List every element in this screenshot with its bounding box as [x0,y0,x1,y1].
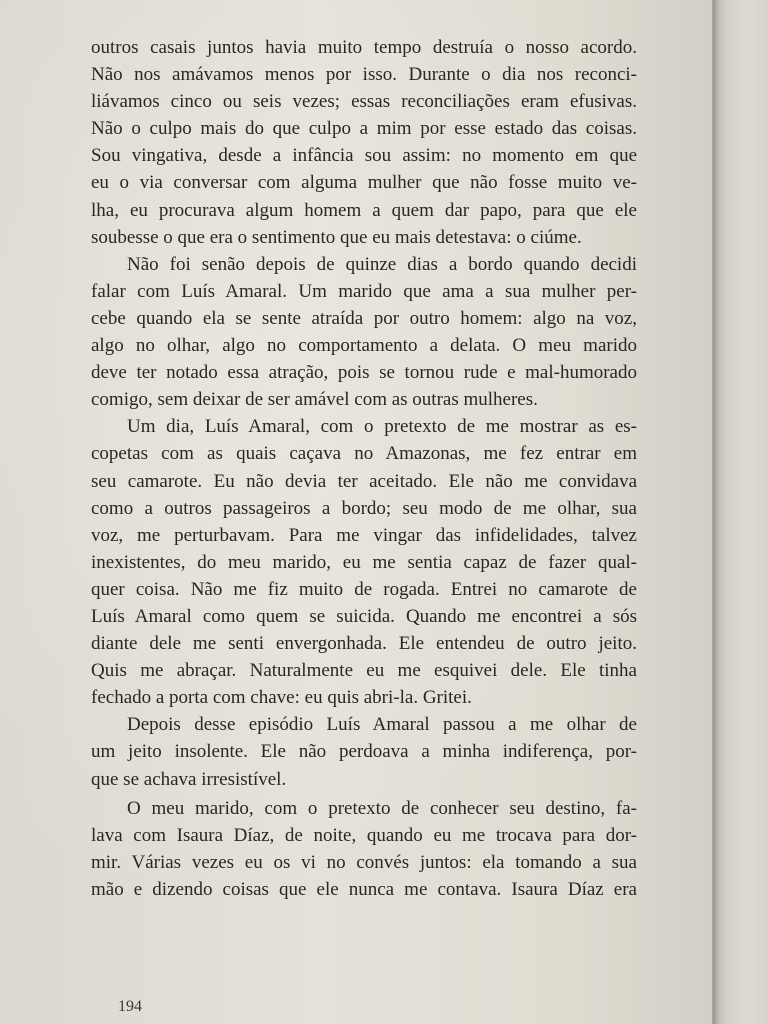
text-line: que se achava irresistível. [91,768,287,790]
text-line: como a outros passageiros a bordo; seu modo de me olhar, sua [91,497,637,519]
text-line: comigo, sem deixar de ser amável com as outras mulheres. [91,389,538,411]
text-line: copetas com as quais caçava no Amazonas, me fez entrar em [91,443,637,465]
body-text [91,34,637,903]
text-line: eu o via conversar com alguma mulher que não fosse muito ve- [91,172,637,194]
text-line: quer coisa. Não me fiz muito de rogada. Entrei no camarote de [91,578,637,600]
text-line: Não o culpo mais do que culpo a mim por esse estado das coisas. [91,118,637,140]
text-line: algo no olhar, algo no comportamento a delata. O meu marido [91,335,637,357]
text-line: soubesse o que era o sentimento que eu mais detestava: o ciúme. [91,226,582,248]
text-line: mir. Várias vezes eu os vi no convés juntos: ela tomando a sua [91,851,637,873]
text-line: inexistentes, do meu marido, eu me sentia capaz de fazer qual- [91,551,637,573]
text-line: Quis me abraçar. Naturalmente eu me esquivei dele. Ele tinha [91,660,637,682]
text-line: Depois desse episódio Luís Amaral passou a me olhar de [127,714,637,736]
text-line: Não foi senão depois de quinze dias a bordo quando decidi [127,253,637,275]
text-line: outros casais juntos havia muito tempo destruía o nosso acordo. [91,37,637,58]
page-gutter-shadow [713,0,719,1024]
text-line: cebe quando ela se sente atraída por outro homem: algo na voz, [91,307,637,329]
text-line: Um dia, Luís Amaral, com o pretexto de me mostrar as es- [127,416,637,438]
text-line: seu camarote. Eu não devia ter aceitado. Ele não me convidava [91,470,637,492]
text-line: fechado a porta com chave: eu quis abri-la. Gritei. [91,687,472,709]
text-line: deve ter notado essa atração, pois se tornou rude e mal-humorado [91,362,637,384]
book-page-right-edge [712,0,768,1024]
text-line: liávamos cinco ou seis vezes; essas reconciliações eram efusivas. [91,91,637,113]
text-line: um jeito insolente. Ele não perdoava a minha indiferença, por- [91,741,637,763]
text-line: falar com Luís Amaral. Um marido que ama a sua mulher per- [91,280,637,302]
text-line: diante dele me senti envergonhada. Ele entendeu de outro jeito. [91,633,637,655]
text-line: mão e dizendo coisas que ele nunca me contava. Isaura Díaz era [91,878,637,900]
text-line: Não nos amávamos menos por isso. Durante o dia nos reconci- [91,64,637,86]
text-line: Luís Amaral como quem se suicida. Quando me encontrei a sós [91,605,637,627]
text-line: lava com Isaura Díaz, de noite, quando eu me trocava para dor- [91,824,637,846]
text-line: Sou vingativa, desde a infância sou assim: no momento em que [91,145,637,167]
text-line: lha, eu procurava algum homem a quem dar papo, para que ele [91,199,637,221]
text-line: voz, me perturbavam. Para me vingar das infidelidades, talvez [91,524,637,546]
page-number: 194 [118,998,142,1015]
text-line: O meu marido, com o pretexto de conhecer seu destino, fa- [127,797,637,819]
